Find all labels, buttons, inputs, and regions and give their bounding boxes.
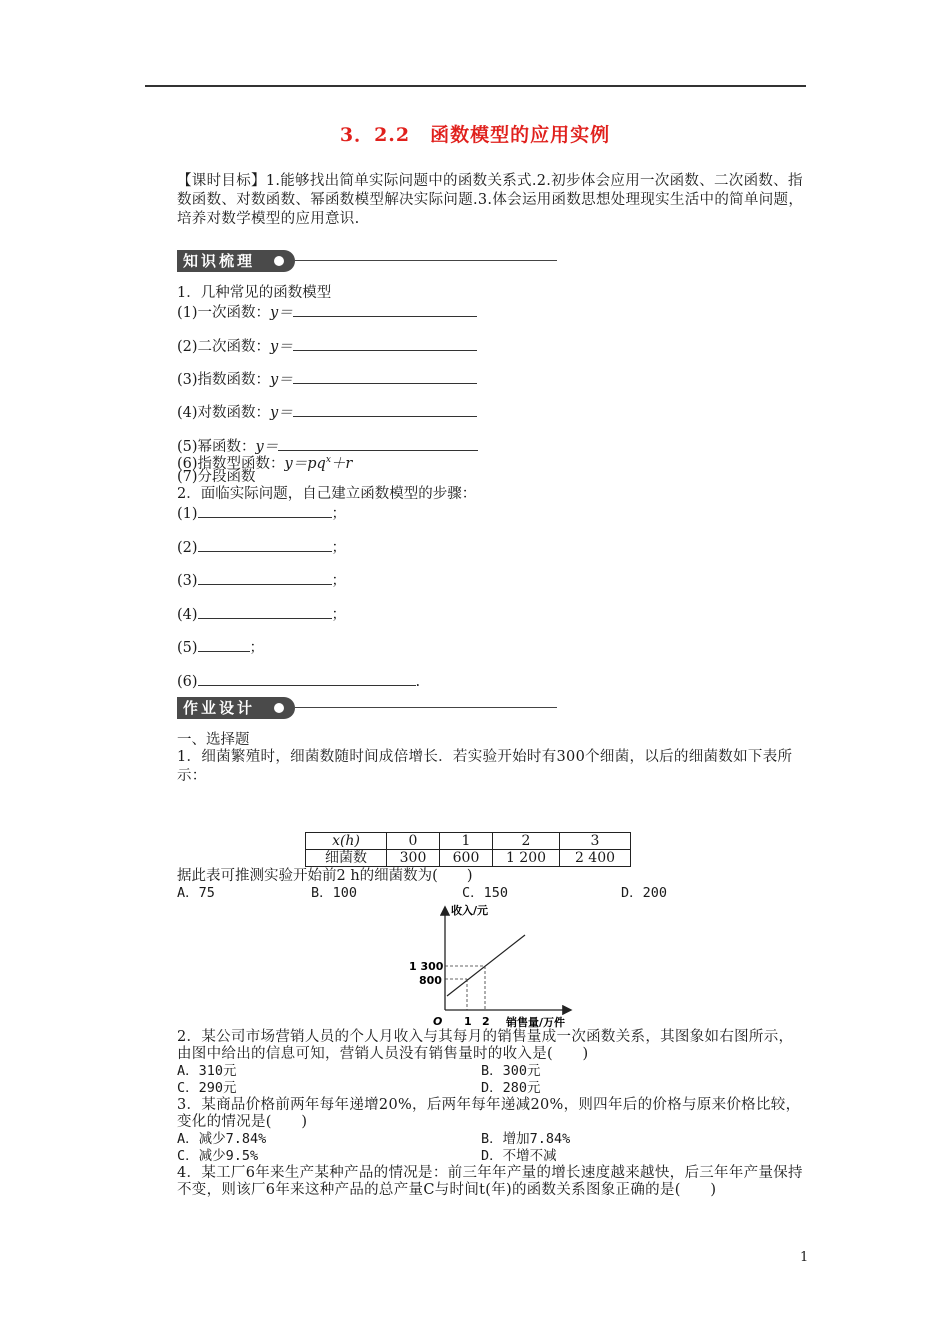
x-axis-label: 销售量/万件	[506, 1016, 566, 1029]
table-row	[306, 850, 631, 867]
q3-option-a[interactable]: A．减少7.84%	[177, 1131, 267, 1147]
question-3-text: 3．某商品价格前两年每年递增20%，后两年每年递减20%，则四年后的价格与原来价格比较，变化的情况是( )	[177, 1097, 801, 1130]
q1-option-a[interactable]: A．75	[177, 885, 215, 901]
income-graph	[405, 900, 590, 1030]
q1-title: 1．几种常见的函数模型	[177, 285, 332, 301]
answer-blank[interactable]	[293, 302, 477, 317]
x-tick-label: 2	[482, 1015, 490, 1028]
answer-blank[interactable]	[278, 436, 478, 451]
page-title: 3．2.2 函数模型的应用实例	[339, 124, 611, 146]
step-6: (6) .	[177, 671, 420, 691]
origin-label: O	[433, 1015, 443, 1028]
q1-option-b[interactable]: B．100	[311, 885, 358, 901]
q2-option-a[interactable]: A．310元	[177, 1063, 237, 1079]
x-tick-label: 1	[464, 1015, 472, 1028]
q2-option-d[interactable]: D．280元	[481, 1080, 541, 1096]
answer-blank[interactable]	[198, 503, 332, 518]
banner-dot-icon	[274, 703, 284, 713]
q3-option-c[interactable]: C．减少9.5%	[177, 1148, 259, 1164]
q2-title: 2．面临实际问题，自己建立函数模型的步骤：	[177, 486, 477, 502]
table-cell: 0	[387, 833, 440, 850]
question-1-text: 1．细菌繁殖时，细菌数随时间成倍增长．若实验开始时有300个细菌，以后的细菌数如下表所示：	[177, 749, 793, 784]
answer-blank[interactable]	[198, 537, 332, 552]
table-cell: 3	[560, 833, 631, 850]
answer-blank[interactable]	[198, 604, 332, 619]
objectives-label: 【课时目标】	[177, 173, 266, 189]
step-2: (2) ；	[177, 537, 346, 557]
table-cell: x(h)	[306, 833, 387, 850]
table-cell: 1 200	[493, 850, 560, 867]
q2-option-c[interactable]: C．290元	[177, 1080, 237, 1096]
q3-option-b[interactable]: B．增加7.84%	[481, 1131, 571, 1147]
banner-dot-icon	[274, 256, 284, 266]
answer-blank[interactable]	[293, 402, 477, 417]
question-1-follow: 据此表可推测实验开始前2 h的细菌数为( )	[177, 868, 473, 884]
step-3: (3) ；	[177, 570, 346, 590]
answer-blank[interactable]	[293, 369, 477, 384]
table-cell: 300	[387, 850, 440, 867]
banner-line	[295, 260, 557, 261]
y-tick-label: 1 300	[409, 960, 444, 973]
model-7: (7)分段函数	[177, 469, 256, 485]
step-5: (5) ；	[177, 637, 264, 657]
table-cell: 2 400	[560, 850, 631, 867]
q1-option-c[interactable]: C．150	[462, 885, 509, 901]
table-cell: 600	[440, 850, 493, 867]
table-cell: 2	[493, 833, 560, 850]
page-number: 1	[800, 1250, 809, 1265]
table-cell: 细菌数	[306, 850, 387, 867]
model-3: (3)指数函数：y＝	[177, 369, 477, 389]
bacteria-table	[305, 832, 631, 867]
banner-label: 知识梳理	[177, 250, 295, 272]
y-axis-label: 收入/元	[451, 904, 489, 917]
answer-blank[interactable]	[198, 671, 416, 686]
banner-line	[295, 707, 557, 708]
step-1: (1) ；	[177, 503, 346, 523]
q2-option-b[interactable]: B．300元	[481, 1063, 541, 1079]
q1-option-d[interactable]: D．200	[621, 885, 668, 901]
answer-blank[interactable]	[293, 336, 477, 351]
step-4: (4) ；	[177, 604, 346, 624]
part-heading: 一、选择题	[177, 732, 250, 748]
banner-label: 作业设计	[177, 697, 295, 719]
question-2-text: 2．某公司市场营销人员的个人月收入与其每月的销售量成一次函数关系，其图象如右图所示，由图中给出的信息可知，营销人员没有销售量时的收入是( )	[177, 1029, 794, 1062]
model-6: (6)指数型函数：$y=pq^x+r$	[177, 455, 353, 472]
q3-option-d[interactable]: D．不增不减	[481, 1148, 557, 1164]
answer-blank[interactable]	[198, 570, 332, 585]
lesson-objectives	[177, 172, 807, 229]
question-4-text: 4．某工厂6年来生产某种产品的情况是：前三年年产量的增长速度越来越快，后三年年产量保持不变，则该厂6年来这种产品的总产量C与时间t(年)的函数关系图象正确的是( )	[177, 1165, 803, 1198]
model-1: (1)一次函数：y＝	[177, 302, 477, 322]
table-cell: 1	[440, 833, 493, 850]
y-tick-label: 800	[419, 974, 442, 987]
income-line	[447, 935, 525, 996]
top-rule	[145, 85, 806, 87]
model-2: (2)二次函数：y＝	[177, 336, 477, 356]
objectives-text: 1.能够找出简单实际问题中的函数关系式.2.初步体会应用一次函数、二次函数、指数函数、对数函数、幂函数模型解决实际问题.3.体会运用函数思想处理现实生活中的简单问题，培养对数学模型的应用意识.	[177, 173, 804, 227]
answer-blank[interactable]	[198, 637, 250, 652]
model-5: (5)幂函数：y＝	[177, 436, 478, 456]
model-4: (4)对数函数：y＝	[177, 402, 477, 422]
table-row	[306, 833, 631, 850]
